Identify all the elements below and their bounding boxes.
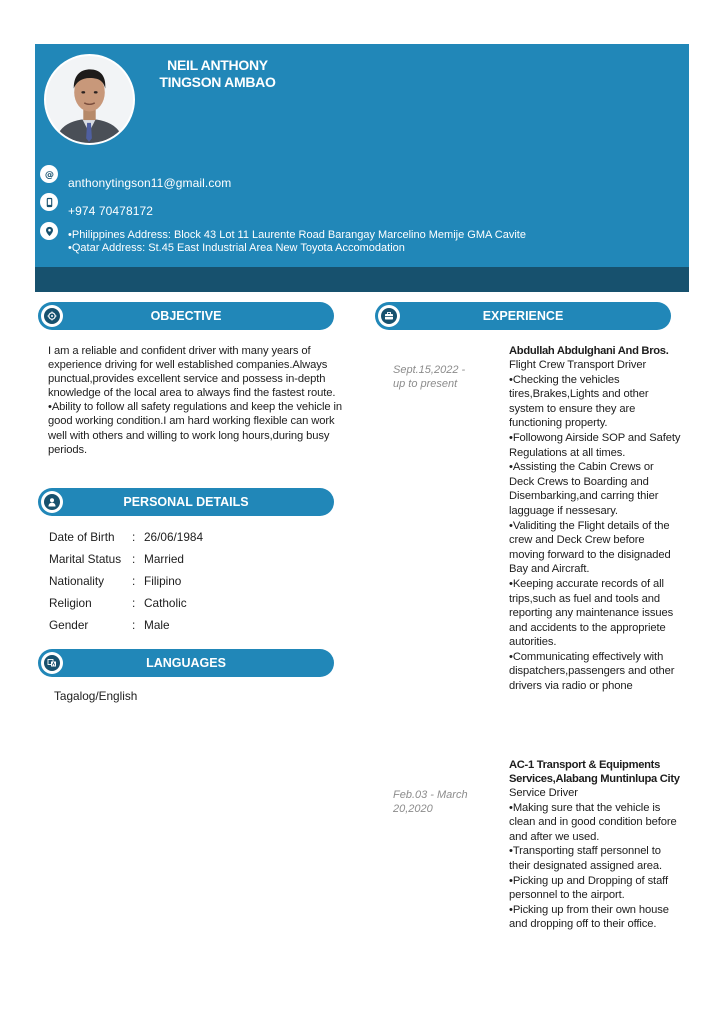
experience-duty: •Picking up from their own house and dropping off to their office. <box>509 903 669 931</box>
address-block <box>68 229 526 255</box>
experience-duty: •Checking the vehicles tires,Brakes,Lights and other system to ensure they are functioning property. <box>509 373 649 430</box>
objective-header <box>38 302 334 330</box>
detail-value: Filipino <box>144 574 182 588</box>
briefcase-icon <box>378 305 400 327</box>
header-bottom-band <box>35 267 689 292</box>
date-line: Sept.15,2022 - <box>393 364 466 376</box>
translate-icon <box>41 652 63 674</box>
experience-date <box>393 788 493 816</box>
map-pin-icon <box>40 222 58 240</box>
target-icon <box>41 305 63 327</box>
experience-duty: •Communicating effectively with dispatchers,passengers and other drivers via radio or phone <box>509 650 675 693</box>
objective-text: I am a reliable and confident driver with many years of experience driving for well established companies.Always punctual,provides excellent service and possess in-depth knowledge of the local area to always find the fastest route. •Ability to follow all safety regulations and keep the vehicle in good working condition.I am hard working flexible can work well with others and willing to work long hours,during busy periods. <box>48 345 343 456</box>
detail-label: Religion <box>49 596 92 610</box>
candidate-name <box>145 57 290 91</box>
personal-details-header <box>38 488 334 516</box>
experience-header <box>375 302 671 330</box>
experience-entry <box>509 758 681 932</box>
svg-text:@: @ <box>44 169 54 180</box>
profile-photo <box>44 54 135 145</box>
experience-company: Abdullah Abdulghani And Bros. <box>509 345 669 357</box>
detail-value: Catholic <box>144 596 187 610</box>
languages-title: LANGUAGES <box>146 656 226 670</box>
experience-duty: •Transporting staff personnel to their designated assigned area. <box>509 845 663 872</box>
detail-value: Male <box>144 618 170 632</box>
personal-details-title: PERSONAL DETAILS <box>123 495 249 509</box>
detail-colon: : <box>132 574 136 588</box>
languages-header <box>38 649 334 677</box>
detail-value: Married <box>144 552 184 566</box>
detail-colon: : <box>132 618 136 632</box>
experience-date <box>393 363 493 391</box>
languages-text: Tagalog/English <box>54 689 138 703</box>
experience-title: EXPERIENCE <box>482 309 564 323</box>
date-line: Feb.03 - March <box>393 789 468 801</box>
detail-colon: : <box>132 530 136 544</box>
experience-duty: •Picking up and Dropping of staff personnel to the airport. <box>509 874 669 902</box>
experience-duty: •Assisting the Cabin Crews or Deck Crews to Boarding and Disembarking,and carring thier lagguage if nessesary. <box>509 461 659 517</box>
phone-icon <box>40 193 58 211</box>
detail-label: Date of Birth <box>49 530 115 544</box>
detail-label: Nationality <box>49 574 105 588</box>
detail-label: Gender <box>49 618 89 632</box>
experience-duty: •Validiting the Flight details of the crew and Deck Crew before moving forward to the disignaded Bay and Aircraft. <box>509 519 671 576</box>
address-philippines: •Philippines Address: Block 43 Lot 11 Laurente Road Barangay Marcelino Memije GMA Cavite <box>68 229 526 241</box>
detail-label: Marital Status <box>49 552 122 566</box>
at-icon <box>40 165 58 183</box>
detail-value: 26/06/1984 <box>144 530 204 544</box>
experience-entry <box>509 344 681 694</box>
objective-title: OBJECTIVE <box>150 309 222 323</box>
email-text: anthonytingson11@gmail.com <box>68 176 232 190</box>
address-qatar: •Qatar Address: St.45 East Industrial Area New Toyota Accomodation <box>68 242 405 254</box>
experience-duty: •Followong Airside SOP and Safety Regulations at all times. <box>509 431 681 459</box>
experience-company: AC-1 Transport & Equipments Services,Alabang Muntinlupa City <box>509 759 680 785</box>
phone-text: +974 70478172 <box>68 204 154 218</box>
experience-role: Service Driver <box>509 787 578 799</box>
experience-duty: •Keeping accurate records of all trips,such as fuel and tools and reporting any maintenance issues and accidents to the appropriete autorities. <box>509 577 674 649</box>
date-line: up to present <box>393 378 458 390</box>
name-line-2: TINGSON AMBAO <box>159 74 276 90</box>
experience-role: Flight Crew Transport Driver <box>509 359 647 371</box>
detail-colon: : <box>132 552 136 566</box>
name-line-1: NEIL ANTHONY <box>167 57 268 73</box>
person-icon <box>41 491 63 513</box>
detail-colon: : <box>132 596 136 610</box>
experience-duty: •Making sure that the vehicle is clean and in good condition before and after we used. <box>509 801 677 843</box>
date-line: 20,2020 <box>393 803 433 815</box>
profile-photo-image <box>46 56 133 143</box>
